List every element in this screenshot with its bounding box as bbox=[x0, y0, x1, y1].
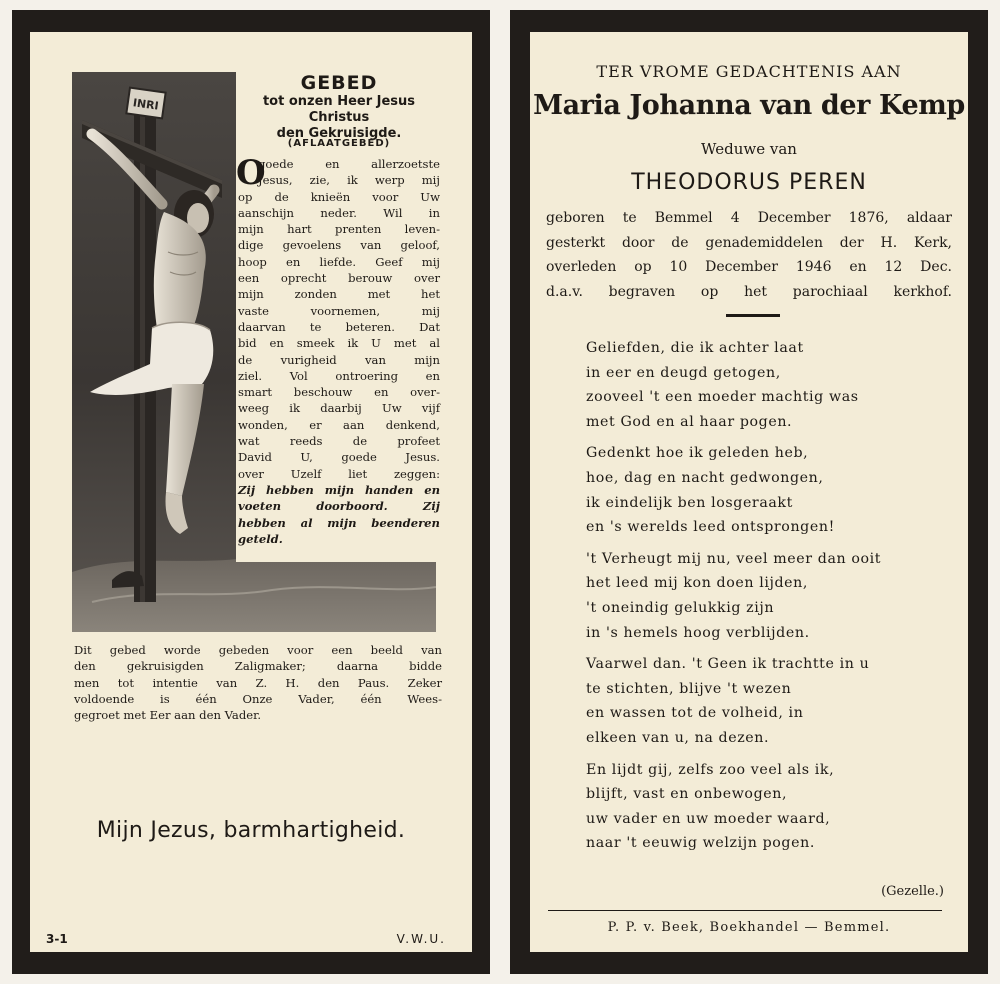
divider bbox=[726, 314, 780, 317]
prayer-line: aanschijn neder. Wil in bbox=[238, 205, 440, 220]
publisher-mark: V.W.U. bbox=[396, 932, 446, 946]
poem-line: in eer en deugd getogen, bbox=[586, 364, 781, 381]
poem-line: het leed mij kon doen lijden, bbox=[586, 575, 809, 592]
poem-line: naar 't eeuwig welzijn pogen. bbox=[586, 835, 815, 852]
prayer-line: een oprecht berouw over bbox=[238, 271, 440, 286]
bio-line: d.a.v. begraven op het parochiaal kerkhof. bbox=[546, 283, 952, 300]
poem-line: ik eindelijk ben losgeraakt bbox=[586, 494, 793, 511]
prayer-line: op de knieën voor Uw bbox=[238, 189, 440, 204]
poem-line: en wassen tot de volheid, in bbox=[586, 705, 804, 722]
prayer-quote-line: geteld. bbox=[238, 531, 283, 546]
prayer-line: hoop en liefde. Geef mij bbox=[238, 254, 440, 269]
prayer-kind: (AFLAATGEBED) bbox=[287, 138, 391, 149]
poem-line: Gedenkt hoe ik geleden heb, bbox=[586, 445, 809, 462]
prayer-line: mijn zonden met het bbox=[238, 287, 440, 302]
poem-stanza bbox=[586, 336, 948, 434]
prayer-line: goede en allerzoetste bbox=[258, 157, 440, 171]
instruction-line: men tot intentie van Z. H. den Paus. Zeker bbox=[74, 675, 442, 690]
prayer-quote-line: Zij hebben mijn handen en bbox=[238, 482, 440, 497]
poem-line: hoe, dag en nacht gedwongen, bbox=[586, 469, 824, 486]
poem-line: zooveel 't een moeder machtig was bbox=[586, 389, 859, 406]
inri-inscription: INRI bbox=[132, 96, 160, 113]
instruction-line: voldoende is één Onze Vader, één Wees- bbox=[74, 691, 442, 706]
bio-line: overleden op 10 December 1946 en 12 Dec. bbox=[546, 259, 952, 275]
prayer-line: wat reeds de profeet bbox=[238, 434, 440, 449]
poem-line: met God en al haar pogen. bbox=[586, 413, 793, 430]
memorial-card bbox=[510, 10, 988, 974]
prayer-quote-line: voeten doorboord. Zij bbox=[238, 499, 440, 514]
prayer-card-paper bbox=[30, 32, 472, 952]
prayer-line: de vurigheid van mijn bbox=[238, 352, 440, 367]
prayer-line: daarvan te beteren. Dat bbox=[238, 319, 440, 334]
prayer-instruction bbox=[74, 642, 442, 723]
prayer-line: over Uzelf liet zeggen: bbox=[238, 466, 440, 481]
poem-line: elkeen van u, na dezen. bbox=[586, 729, 770, 746]
poem-line: blijft, vast en onbewogen, bbox=[586, 786, 788, 803]
poem-stanza bbox=[586, 441, 948, 539]
poem-line: En lijdt gij, zelfs zoo veel als ik, bbox=[586, 761, 835, 778]
poem-author: (Gezelle.) bbox=[881, 884, 944, 899]
prayer-drop-cap: O bbox=[236, 153, 266, 193]
prayer-line: weeg ik daarbij Uw vijf bbox=[238, 401, 440, 416]
prayer-subtitle: tot onzen Heer Jesus Christus den Gekruisigde. bbox=[262, 94, 416, 141]
poem-stanza bbox=[586, 758, 948, 856]
poem-line: Geliefden, die ik achter laat bbox=[586, 340, 804, 356]
poem-stanza bbox=[586, 547, 948, 645]
closing-invocation: Mijn Jezus, barmhartigheid. bbox=[96, 818, 406, 843]
prayer-text bbox=[236, 153, 440, 547]
bio-line: geboren te Bemmel 4 December 1876, aldaar bbox=[546, 210, 952, 226]
husband-name: THEODORUS PEREN bbox=[631, 170, 867, 195]
prayer-line: bid en smeek ik U met al bbox=[238, 336, 440, 351]
prayer-line: vaste voornemen, mij bbox=[238, 303, 440, 318]
prayer-line: David U, goede Jesus. bbox=[238, 450, 440, 465]
prayer-line: wonden, er aan denkend, bbox=[238, 417, 440, 432]
prayer-line: mijn hart prenten leven- bbox=[238, 222, 440, 237]
bio-line: gesterkt door de genademiddelen der H. Kerk, bbox=[546, 234, 952, 251]
footer-divider bbox=[548, 910, 942, 911]
memorial-card-paper bbox=[530, 32, 968, 952]
prayer-line: smart beschouw en over- bbox=[238, 385, 440, 400]
poem-line: en 's werelds leed ontsprongen! bbox=[586, 519, 835, 536]
prayer-quote-line: hebben al mijn beenderen bbox=[238, 515, 440, 530]
card-code: 3-1 bbox=[46, 932, 68, 946]
poem-line: 't oneindig gelukkig zijn bbox=[586, 599, 775, 616]
prayer-line: Jesus, zie, ik werp mij bbox=[258, 173, 440, 188]
prayer-line: ziel. Vol ontroering en bbox=[238, 368, 440, 383]
publisher-line: P. P. v. Beek, Boekhandel — Bemmel. bbox=[607, 920, 891, 935]
prayer-title: GEBED bbox=[300, 72, 378, 94]
biography bbox=[546, 206, 952, 304]
in-memory-heading: TER VROME GEDACHTENIS AAN bbox=[596, 62, 902, 81]
widow-of-label: Weduwe van bbox=[701, 140, 797, 158]
instruction-line: gegroet met Eer aan den Vader. bbox=[74, 708, 262, 723]
prayer-card bbox=[12, 10, 490, 974]
instruction-line: den gekruisigden Zaligmaker; daarna bidde bbox=[74, 659, 442, 674]
poem bbox=[586, 336, 948, 863]
prayer-section bbox=[236, 72, 442, 562]
poem-line: uw vader en uw moeder waard, bbox=[586, 810, 831, 827]
poem-line: in 's hemels hoog verblijden. bbox=[586, 624, 810, 641]
poem-line: Vaarwel dan. 't Geen ik trachtte in u bbox=[586, 656, 870, 673]
poem-stanza bbox=[586, 652, 948, 750]
poem-line: 't Verheugt mij nu, veel meer dan ooit bbox=[586, 550, 882, 567]
poem-line: te stichten, blijve 't wezen bbox=[586, 680, 792, 697]
deceased-name: Maria Johanna van der Kemp bbox=[533, 90, 965, 121]
prayer-line: dige gevoelens van geloof, bbox=[238, 238, 440, 253]
instruction-line: Dit gebed worde gebeden voor een beeld van bbox=[74, 643, 442, 657]
